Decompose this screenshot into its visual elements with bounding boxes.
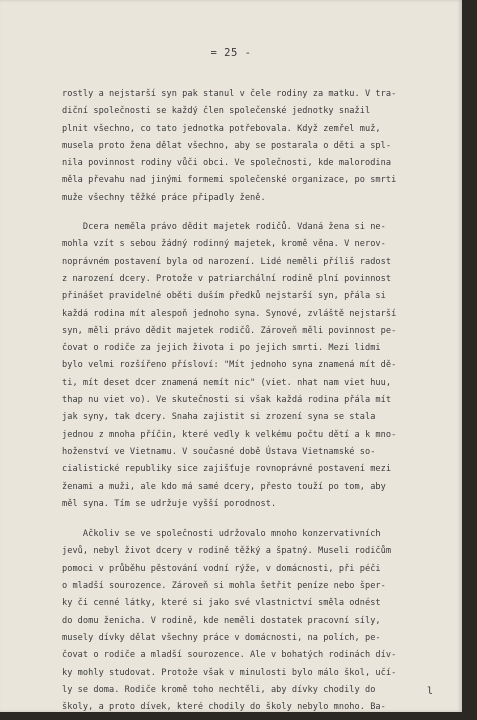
text-line: muže všechny těžké práce připadly ženě. [62, 192, 266, 203]
text-line: čovat o rodiče a mladší sourozence. Ale v bohatých rodinách dív- [62, 650, 397, 661]
text-line: cialistické republiky sice zajišťuje rovnoprávné postavení mezi [62, 464, 392, 475]
paragraph-1 [62, 86, 442, 207]
text-line: nila povinnost rodiny vůči obci. Ve společnosti, kde malorodina [62, 158, 392, 169]
text-line: jak syny, tak dcery. Snaha zajistit si zrození syna se stala [62, 412, 376, 423]
text-line: hoženství ve Vietnamu. V současné době Ústava Vietnamské so- [62, 446, 376, 457]
text-line: do domu ženicha. V rodině, kde neměli dostatek pracovní síly, [62, 615, 381, 626]
text-line: diční společnosti se každý člen společenské jednotky snažil [62, 106, 371, 117]
text-line: syn, měli právo dědit majetek rodičů. Zároveň měli povinnost pe- [62, 325, 397, 336]
text-line: ky či cenné látky, které si jako své vlastnictví směla odnést [62, 598, 381, 609]
text-line: jednou z mnoha příčin, které vedly k velkému počtu dětí a k mno- [62, 429, 397, 440]
text-line: školy, a proto dívek, které chodily do školy nebylo mnoho. Ba- [62, 702, 386, 713]
text-line: ly se doma. Rodiče kromě toho nechtěli, aby dívky chodily do [62, 684, 376, 695]
text-line: musela proto žena dělat všechno, aby se postarala o děti a spl- [62, 140, 392, 151]
text-line: měl syna. Tím se udržuje vyšší porodnost. [62, 498, 277, 509]
text-line: Dcera neměla právo dědit majetek rodičů. Vdaná žena si ne- [62, 222, 386, 233]
text-line: thap nu viet vo). Ve skutečnosti si však každá rodina přála mít [62, 395, 392, 406]
text-line: o mladší sourozence. Zároveň si mohla šetřit peníze nebo šper- [62, 581, 386, 592]
text-line: jevů, nebyl život dcery v rodině těžký a špatný. Museli rodičům [62, 546, 392, 557]
text-line: rostly a nejstarší syn pak stanul v čele rodiny za matku. V tra- [62, 89, 397, 99]
text-line: plnit všechno, co tato jednotka potřebovala. Když zemřel muž, [62, 123, 381, 134]
text-line: ti, mít deset dcer znamená nemít nic" (viet. nhat nam viet huu, [62, 377, 392, 388]
text-line: čovat o rodiče za jejich života i po jejich smrti. Mezi lidmi [62, 343, 381, 354]
page-number: = 25 - [210, 47, 252, 59]
paragraph-3 [62, 526, 442, 716]
text-line: noprávném postavení byla od narození. Lidé neměli příliš radost [62, 256, 392, 267]
text-body [62, 86, 442, 716]
text-line: ky mohly studovat. Protože však v minulosti bylo málo škol, učí- [62, 667, 397, 678]
text-line: přinášet pravidelné oběti duším předků nejstarší syn, přála si [62, 291, 386, 302]
text-line: z narození dcery. Protože v patriarchální rodině plní povinnost [62, 273, 392, 284]
text-line: každá rodina mít alespoň jednoho syna. Synové, zvláště nejstarší [62, 308, 397, 319]
text-line: ženami a muži, ale kdo má samé dcery, přesto touží po tom, aby [62, 481, 386, 492]
text-line: musely dívky dělat všechny práce v domácnosti, na polích, pe- [62, 632, 381, 643]
text-line: mohla vzít s sebou žádný rodinný majetek, kromě věna. V nerov- [62, 239, 386, 250]
text-line: Ačkoliv se ve společnosti udržovalo mnoho konzervativních [62, 529, 381, 540]
paragraph-2 [62, 219, 442, 513]
text-line: pomoci v průběhu pěstování vodní rýže, v domácnosti, při péči [62, 563, 381, 574]
text-line: měla převahu nad jinými formemi společenské organizace, po smrti [62, 175, 397, 186]
text-line: bylo velmi rozšířeno přísloví: "Mít jednoho syna znamená mít dě- [62, 360, 397, 371]
corner-mark: l [427, 686, 434, 697]
